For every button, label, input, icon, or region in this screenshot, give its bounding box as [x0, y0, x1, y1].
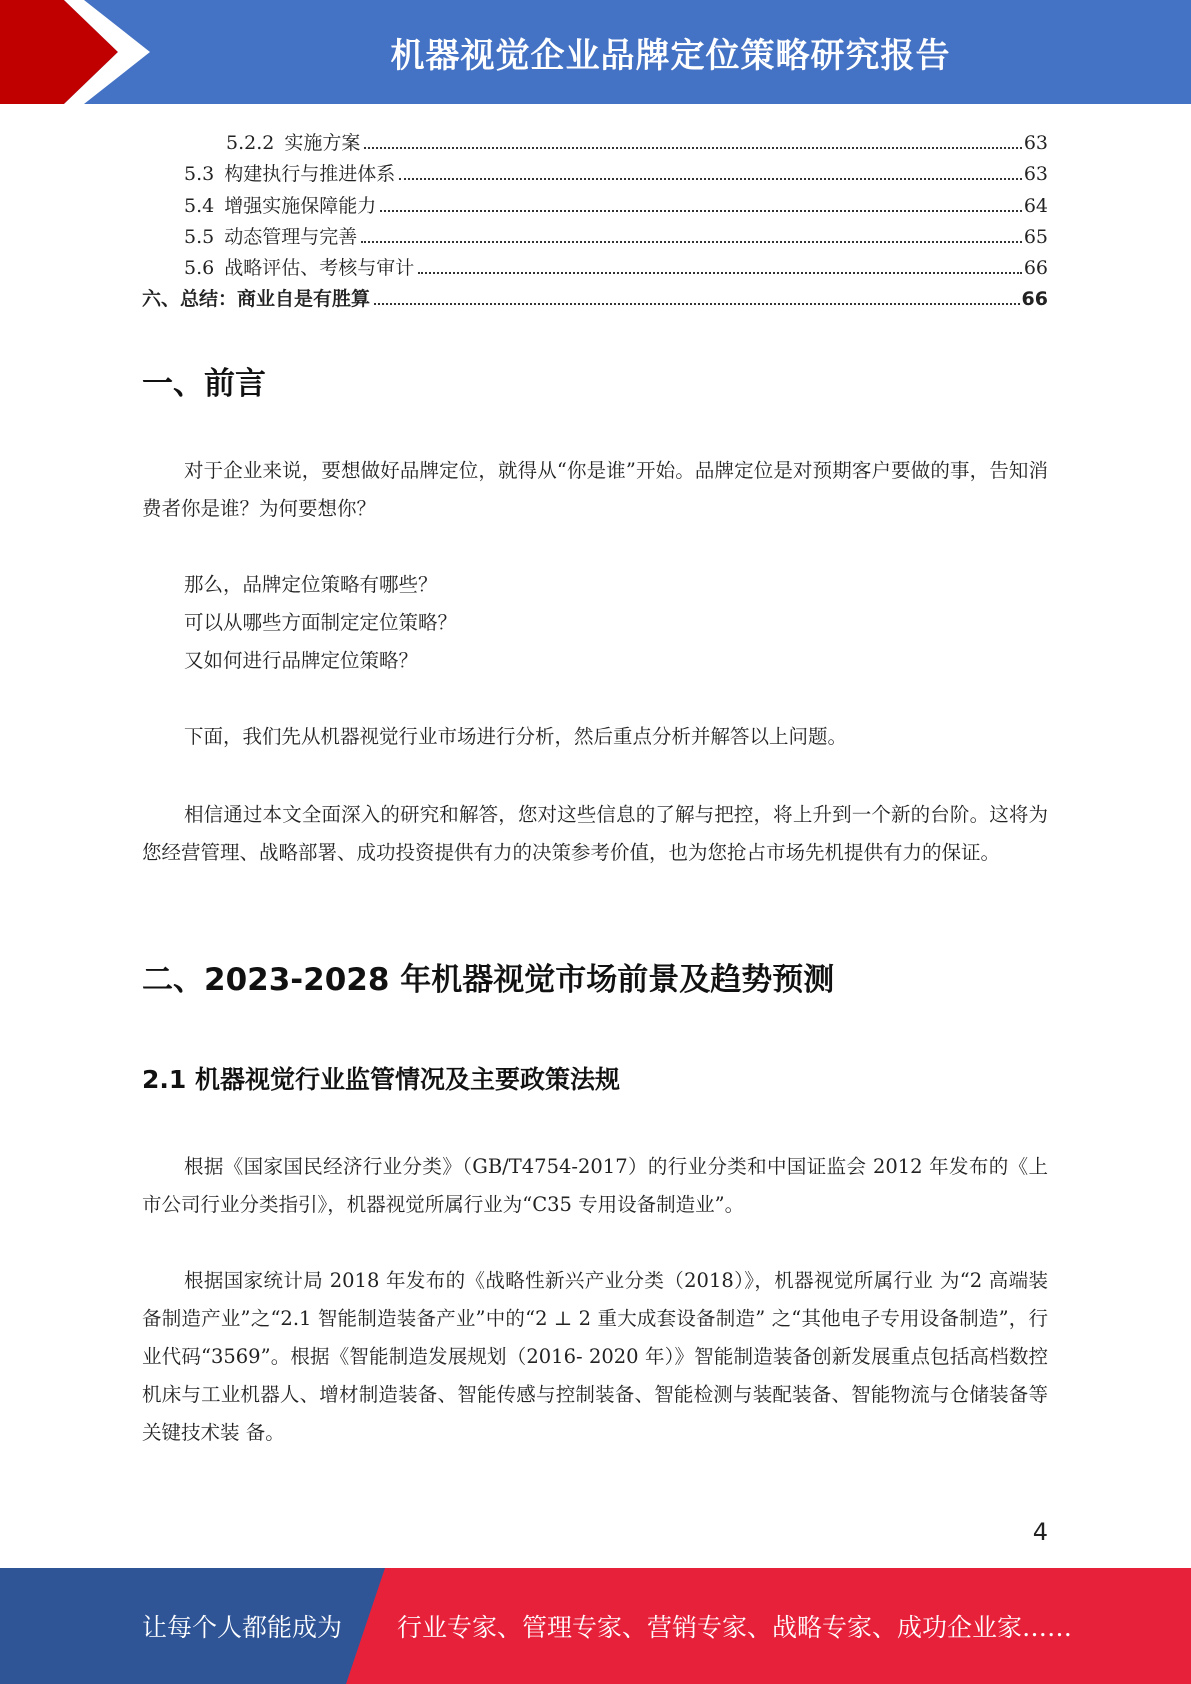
toc-title: 增强实施保障能力 — [224, 194, 377, 217]
toc-leader — [361, 241, 1022, 243]
toc-number: 5.4 — [184, 194, 215, 217]
toc-entry[interactable] — [142, 191, 1048, 222]
question-item: 那么，品牌定位策略有哪些？ — [184, 573, 438, 596]
toc-leader — [364, 147, 1021, 149]
page-footer — [0, 1568, 1191, 1684]
subsection-heading-regulation: 2.1 机器视觉行业监管情况及主要政策法规 — [142, 1065, 620, 1094]
toc-page: 63 — [1023, 132, 1048, 154]
toc-title: 动态管理与完善 — [224, 225, 358, 248]
footer-slogan-left: 让每个人都能成为 — [142, 1613, 343, 1642]
section-heading-market-forecast: 二、2023-2028 年机器视觉市场前景及趋势预测 — [142, 962, 835, 998]
paragraph: 根据《国家国民经济行业分类》（GB/T4754-2017）的行业分类和中国证监会 2012 年发布的《上市公司行业分类指引》，机器视觉所属行业为“C35 专用设备制造业”。 — [142, 1155, 1048, 1216]
toc-leader — [418, 272, 1022, 274]
toc-number: 5.5 — [184, 225, 215, 248]
toc-entry[interactable] — [142, 159, 1048, 190]
toc-number: 5.6 — [184, 257, 215, 280]
question-item: 又如何进行品牌定位策略？ — [184, 649, 419, 672]
toc-entry[interactable] — [142, 128, 1048, 159]
toc-page: 64 — [1023, 194, 1048, 217]
question-list — [184, 566, 457, 680]
toc-number: 5.3 — [184, 163, 215, 186]
toc-entry[interactable] — [142, 222, 1048, 253]
footer-slogan-right: 行业专家、管理专家、营销专家、战略专家、成功企业家…… — [397, 1613, 1073, 1642]
paragraph: 对于企业来说，要想做好品牌定位，就得从“你是谁”开始。品牌定位是对预期客户要做的事，告知消费者你是谁？为何要想你？ — [142, 459, 1048, 520]
table-of-contents — [142, 128, 1048, 316]
toc-leader — [399, 178, 1022, 180]
toc-title: 实施方案 — [284, 132, 361, 154]
paragraph: 下面，我们先从机器视觉行业市场进行分析，然后重点分析并解答以上问题。 — [184, 725, 848, 748]
page-number: 4 — [1032, 1518, 1048, 1546]
page-header — [0, 0, 1191, 110]
paragraph: 根据国家统计局 2018 年发布的《战略性新兴产业分类（2018）》，机器视觉所属行业 为“2 高端装备制造产业”之“2.1 智能制造装备产业”中的“2 ⊥ 2 重大成套设备制造” 之“其他电子专用设备制造”，行业代码“3569”。根据《智能制造发展规划（2016- 2020 年）》智能制造装备创新发展重点包括高档数控机床与工业机器人、增材制造装备、智能传感与控制装备、智能检测与装配装备、智能物流与仓储装备等关键技术装 备。 — [142, 1269, 1048, 1444]
toc-page: 66 — [1023, 257, 1048, 280]
toc-title: 战略评估、考核与审计 — [224, 257, 415, 280]
toc-number: 5.2.2 — [226, 132, 275, 154]
toc-title: 构建执行与推进体系 — [224, 163, 396, 186]
toc-page: 65 — [1023, 225, 1048, 248]
section-heading-preface: 一、前言 — [142, 366, 266, 402]
toc-leader — [380, 210, 1022, 212]
toc-page: 66 — [1021, 288, 1048, 311]
document-title: 机器视觉企业品牌定位策略研究报告 — [390, 35, 951, 76]
toc-entry[interactable] — [142, 284, 1048, 315]
question-item: 可以从哪些方面制定定位策略？ — [184, 611, 458, 634]
paragraph: 相信通过本文全面深入的研究和解答，您对这些信息的了解与把控，将上升到一个新的台阶。这将为您经营管理、战略部署、成功投资提供有力的决策参考价值，也为您抢占市场先机提供有力的保证。 — [142, 803, 1048, 864]
toc-leader — [374, 303, 1020, 305]
toc-entry[interactable] — [142, 253, 1048, 284]
toc-page: 63 — [1023, 163, 1048, 186]
toc-title: 六、总结：商业自是有胜算 — [142, 288, 371, 311]
